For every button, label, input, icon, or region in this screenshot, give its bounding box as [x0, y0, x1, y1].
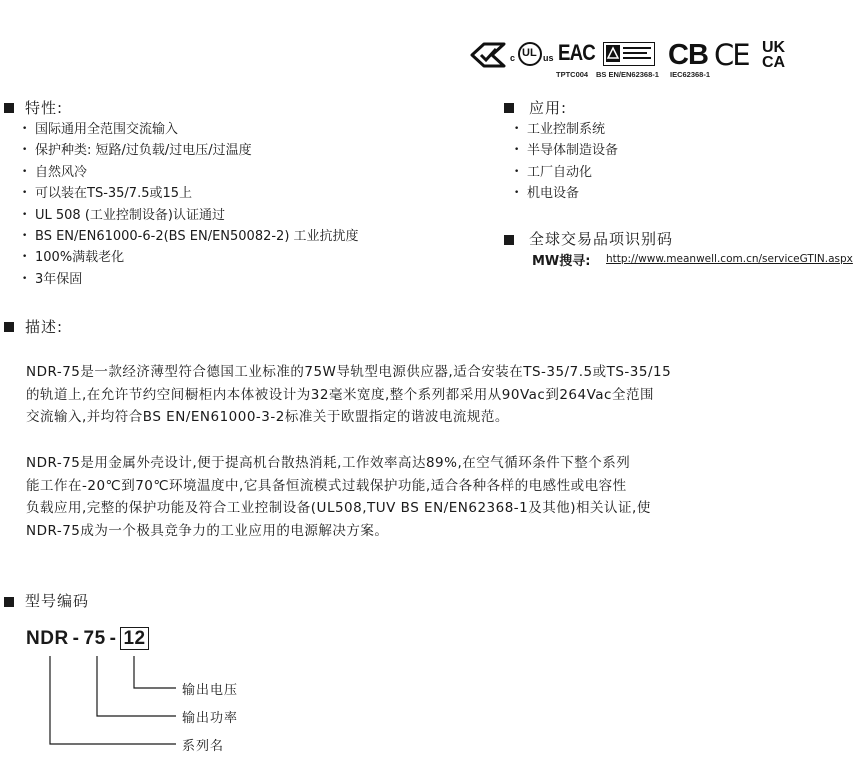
- feature-item: • UL 508 (工业控制设备)认证通过: [22, 205, 359, 226]
- model-code-title: 型号编码: [25, 592, 90, 610]
- description-line: NDR-75是用金属外壳设计,便于提高机台散热消耗,工作效率高达89%,在空气循环条件下整个系列: [26, 455, 631, 471]
- gtin-link[interactable]: http://www.meanwell.com.cn/serviceGTIN.aspx: [606, 253, 853, 265]
- description-line: 的轨道上,在允许节约空间橱柜内本体被设计为32毫米宽度,整个系列都采用从90Vac到264Vac全范围: [26, 386, 654, 403]
- cul-c-text: c: [510, 53, 516, 63]
- description-line: NDR-75是一款经济薄型符合德国工业标准的75W导轨型电源供应器,适合安装在TS-35/7.5或TS-35/15: [26, 364, 672, 380]
- model-series-label: 系列名: [182, 739, 225, 754]
- tuv-caption: BS EN/EN62368-1: [596, 70, 659, 79]
- application-item: • 机电设备: [514, 183, 618, 204]
- gtin-search-label: MW搜寻:: [532, 254, 591, 269]
- ce-mark-icon: CE: [714, 38, 749, 72]
- cul-us-text: us: [543, 53, 554, 63]
- feature-item: • BS EN/EN61000-6-2(BS EN/EN50082-2) 工业抗扰度: [22, 226, 359, 247]
- ukca-bottom-text: CA: [762, 54, 786, 71]
- application-item: • 工业控制系统: [514, 119, 618, 140]
- model-power-label: 输出功率: [182, 711, 239, 726]
- model-voltage-label: 输出电压: [182, 683, 239, 698]
- features-title: 特性:: [25, 99, 64, 117]
- cul-ul-text: UL: [522, 47, 537, 59]
- description-title: 描述:: [25, 318, 64, 336]
- feature-item: • 国际通用全范围交流输入: [22, 119, 359, 140]
- description-line: 负载应用,完整的保护功能及符合工业控制设备(UL508,TUV BS EN/EN62368-1及其他)相关认证,使: [26, 500, 651, 516]
- description-line: NDR-75成为一个极具竞争力的工业应用的电源解决方案。: [26, 522, 389, 539]
- description-line: 能工作在-20℃到70℃环境温度中,它具备恒流模式过载保护功能,适合各种各样的电感性或电容性: [26, 477, 627, 494]
- feature-item: • 自然风冷: [22, 162, 359, 183]
- cb-mark-icon: CB: [668, 39, 708, 71]
- model-voltage-code: 12: [120, 627, 148, 650]
- eac-caption: TPTC004: [556, 70, 589, 79]
- applications-title: 应用:: [529, 99, 568, 117]
- feature-item: • 保护种类: 短路/过负载/过电压/过温度: [22, 140, 359, 161]
- model-power-code: 75: [83, 628, 106, 649]
- gtin-title: 全球交易品项识别码: [529, 230, 674, 248]
- model-series-code: NDR: [26, 628, 69, 649]
- model-dash: -: [109, 628, 117, 649]
- feature-item: • 100%满载老化: [22, 247, 359, 268]
- ukca-top-text: UK: [762, 39, 786, 56]
- feature-item: • 可以装在TS-35/7.5或15上: [22, 183, 359, 204]
- application-item: • 工厂自动化: [514, 162, 618, 183]
- model-dash: -: [72, 628, 80, 649]
- application-item: • 半导体制造设备: [514, 140, 618, 161]
- description-line: 交流输入,并均符合BS EN/EN61000-3-2标准关于欧盟指定的谐波电流规范。: [26, 409, 509, 425]
- feature-item: • 3年保固: [22, 269, 359, 290]
- cb-caption: IEC62368-1: [670, 70, 711, 79]
- eac-mark-icon: EAC: [558, 40, 595, 65]
